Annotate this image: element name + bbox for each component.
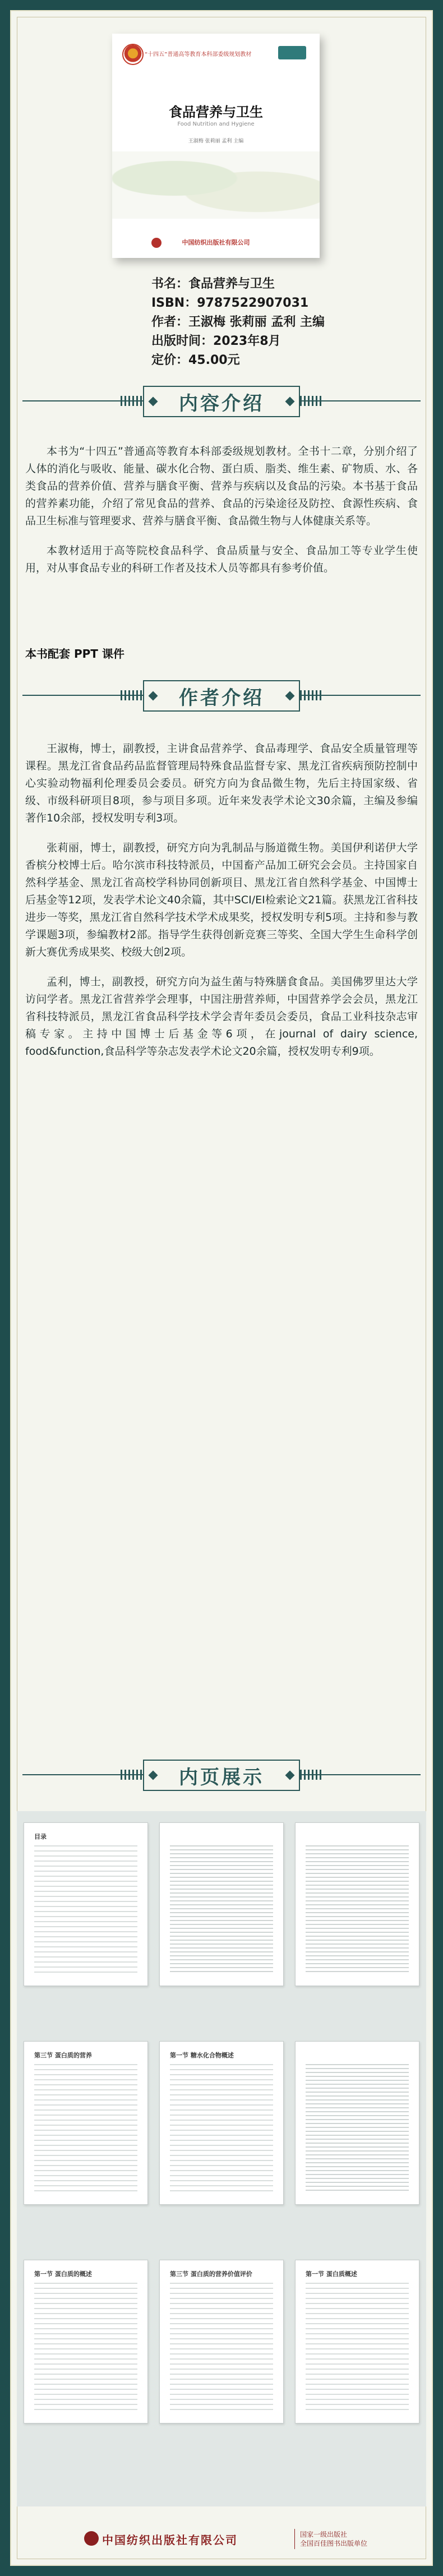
footer-divider — [294, 2529, 295, 2549]
book-cover — [112, 34, 320, 258]
preview-page-heading: 第一节 蛋白质概述 — [306, 2270, 357, 2278]
preview-page — [24, 1822, 148, 1986]
section-title-preview: 内页展示 — [143, 1760, 300, 1791]
preview-page-heading: 目录 — [34, 1833, 47, 1840]
preview-page — [24, 2041, 148, 2205]
preview-page-lines — [306, 2064, 409, 2193]
footer — [17, 2523, 426, 2552]
section-title-author: 作者介绍 — [143, 680, 300, 712]
info-pub-date: 出版时间：2023年8月 — [151, 334, 281, 348]
preview-page-lines — [34, 2283, 137, 2412]
preview-area — [17, 1811, 426, 2506]
section-header-preview — [0, 1755, 443, 1794]
header-line-right — [300, 695, 421, 696]
content-intro-paragraph: 本书为“十四五”普通高等教育本科部委级规划教材。全书十二章，分别介绍了人体的消化与吸收、能量、碳水化合物、蛋白质、脂类、维生素、矿物质、水、各类食品的营养价值、营养与膳食平衡、营养与疾病以及食品的污染。本书基于食品的营养素功能，介绍了常见食品的营养、食品的污染途径及防控、食源性疾病、食品卫生标准与管理要求、营养与膳食平衡、食品微生物与人体健康关系等。 — [25, 445, 418, 527]
footer-publisher: 中国纺织出版社有限公司 — [102, 2533, 238, 2547]
book-info — [151, 275, 376, 370]
cover-title: 食品营养与卫生 — [169, 104, 263, 120]
preview-page-heading: 第三节 蛋白质的营养 — [34, 2052, 92, 2059]
footer-badge — [300, 2530, 367, 2548]
cover-series-text: “十四五”普通高等教育本科部委级规划教材 — [145, 52, 252, 58]
header-dash-left — [121, 1770, 143, 1780]
author-paragraph: 王淑梅，博士，副教授，主讲食品营养学、食品毒理学、食品安全质量管理等课程。黑龙江省食品药品监督管理局特殊食品监督专家、黑龙江省疾病预防控制中心实验动物福利伦理委员会委员。研究方向为食品微生物，先后主持国家级、省级、市级科研项目8项，参与项目多项。近年来发表学术论文30余篇，主编及参编著作10余部，授权发明专利3项。 — [25, 742, 418, 824]
preview-page — [295, 2260, 419, 2423]
cover-pattern — [112, 151, 320, 219]
preview-page-heading: 第三节 蛋白质的营养价值评价 — [170, 2270, 252, 2278]
preview-page-lines — [34, 1845, 137, 1974]
preview-page-heading: 第一节 蛋白质的概述 — [34, 2270, 92, 2278]
preview-page — [295, 2041, 419, 2205]
content-intro-body — [25, 443, 418, 589]
section-header-content — [0, 381, 443, 421]
info-title: 书名：食品营养与卫生 — [151, 277, 275, 291]
ppt-note: 本书配套 PPT 课件 — [25, 647, 124, 661]
preview-page-lines — [170, 2064, 273, 2193]
header-line-right — [300, 400, 421, 401]
preview-page-lines — [170, 2283, 273, 2412]
preview-page — [159, 1822, 284, 1986]
cover-badge-icon — [278, 46, 306, 59]
info-price: 定价：45.00元 — [151, 353, 240, 367]
header-dash-left — [121, 396, 143, 406]
preview-page-lines — [306, 2283, 409, 2412]
preview-page-heading: 第一节 糖水化合物概述 — [170, 2052, 234, 2059]
cover-authors: 王淑梅 张莉丽 孟利 主编 — [188, 139, 244, 144]
section-title-content: 内容介绍 — [143, 386, 300, 417]
author-paragraph: 张莉丽，博士，副教授，研究方向为乳制品与肠道微生物。美国伊利诺伊大学香槟分校博士后。哈尔滨市科技特派员，中国畜产品加工研究会会员。主持国家自然科学基金、黑龙江省高校学科协同创新项目、黑龙江省自然科学基金、中国博士后基金等12项，发表学术论文40余篇，其中SCI/EI检索论文21篇。获黑龙江省科技进步一等奖，黑龙江省自然科学技术学术成果奖，授权发明专利5项。主持和参与教学课题3项，参编教材2部。指导学生获得创新竞赛三等奖、全国大学生生命科学创新大赛优秀成果奖、校级大创2项。 — [25, 842, 418, 958]
header-line-right — [300, 1774, 421, 1775]
content-intro-paragraph: 本教材适用于高等院校食品科学、食品质量与安全、食品加工等专业学生使用，对从事食品专业的科研工作者及技术人员等都具有参考价值。 — [25, 544, 418, 574]
footer-badge-line: 国家一级出版社 — [300, 2531, 348, 2538]
preview-page — [24, 2260, 148, 2423]
publisher-logo-icon — [84, 2531, 99, 2546]
preview-page — [295, 1822, 419, 1986]
preview-page — [159, 2041, 284, 2205]
section-header-author — [0, 676, 443, 715]
author-paragraph: 孟利，博士，副教授，研究方向为益生菌与特殊膳食食品。美国佛罗里达大学访问学者。黑龙江省营养学会理事，中国注册营养师，中国营养学会会员，黑龙江省科技特派员，黑龙江省食品科学技术学会青年委员会委员，食品工业科技杂志审稿专家。主持中国博士后基金等6项，在journal of dairy science, food&function,食品科学等杂志发表学术论文20余篇，授权发明专利9项。 — [25, 976, 418, 1058]
footer-badge-line: 全国百佳图书出版单位 — [300, 2540, 368, 2547]
preview-page-lines — [170, 1845, 273, 1974]
series-logo-icon — [122, 44, 144, 65]
header-dash-left — [121, 690, 143, 700]
preview-page-lines — [306, 1845, 409, 1974]
cover-publisher: 中国纺织出版社有限公司 — [182, 239, 250, 246]
cover-subtitle: Food Nutrition and Hygiene — [177, 121, 255, 127]
preview-page — [159, 2260, 284, 2423]
preview-page-lines — [34, 2064, 137, 2193]
author-intro-body — [25, 740, 418, 1073]
info-isbn: ISBN：9787522907031 — [151, 296, 309, 310]
info-authors: 作者：王淑梅 张莉丽 孟利 主编 — [151, 315, 325, 329]
